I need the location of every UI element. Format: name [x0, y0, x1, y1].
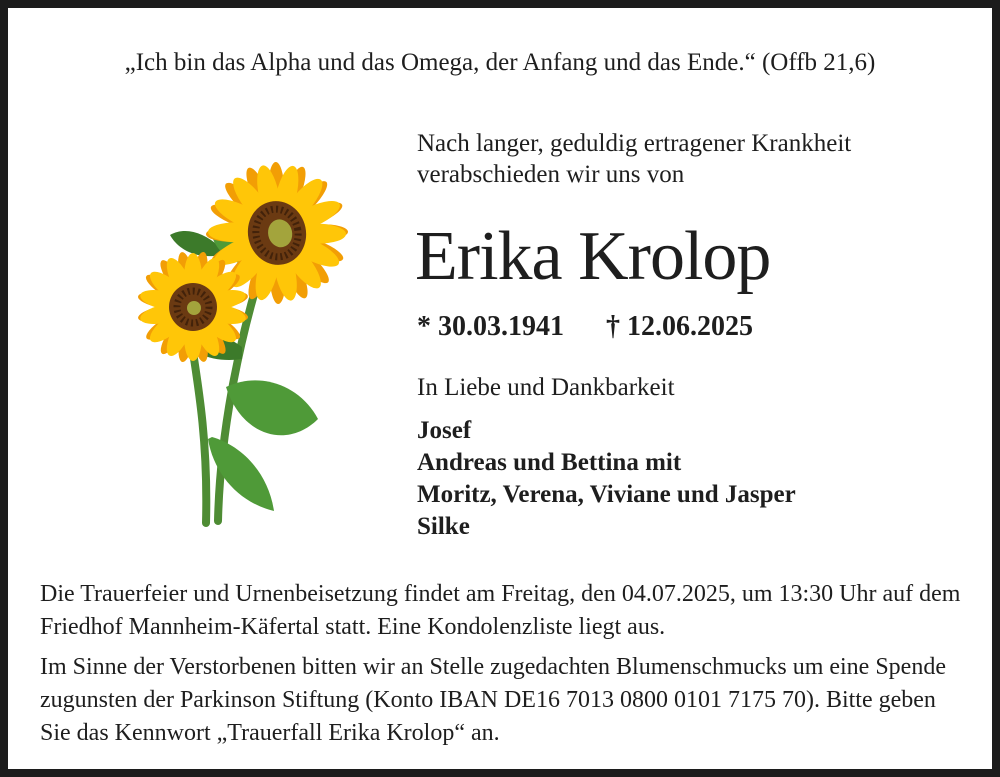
birth-date: * 30.03.1941 — [417, 311, 564, 342]
mourner-name: Andreas und Bettina mit — [417, 449, 682, 476]
intro-text: Nach langer, geduldig ertragener Krankheit verabschieden wir uns von — [417, 130, 852, 188]
sunflowers-image — [120, 135, 392, 528]
mourners-list — [417, 415, 796, 543]
scripture-quote: „Ich bin das Alpha und das Omega, der Anfang und das Ende.“ (Offb 21,6) — [124, 49, 876, 76]
deceased-name: Erika Krolop — [415, 218, 771, 295]
mourner-name: Silke — [417, 513, 470, 540]
life-dates — [417, 311, 753, 343]
donation-request: Im Sinne der Verstorbenen bitten wir an Stelle zugedachten Blumenschmucks um eine Spende zugunsten der Parkinson Stiftung (Konto IBAN DE16 7013 0800 0101 7175 70). Bitte geben Sie das Kennwort „Trauerfall Erika Krolop“ an. — [40, 654, 946, 746]
mourner-name: Josef — [417, 417, 472, 444]
death-date: † 12.06.2025 — [606, 311, 753, 342]
funeral-details: Die Trauerfeier und Urnenbeisetzung findet am Freitag, den 04.07.2025, um 13:30 Uhr auf dem Friedhof Mannheim-Käfertal statt. Eine Kondolenzliste liegt aus. — [40, 581, 961, 640]
mourner-name: Moritz, Verena, Viviane und Jasper — [417, 481, 796, 508]
closing-line: In Liebe und Dankbarkeit — [417, 374, 675, 401]
